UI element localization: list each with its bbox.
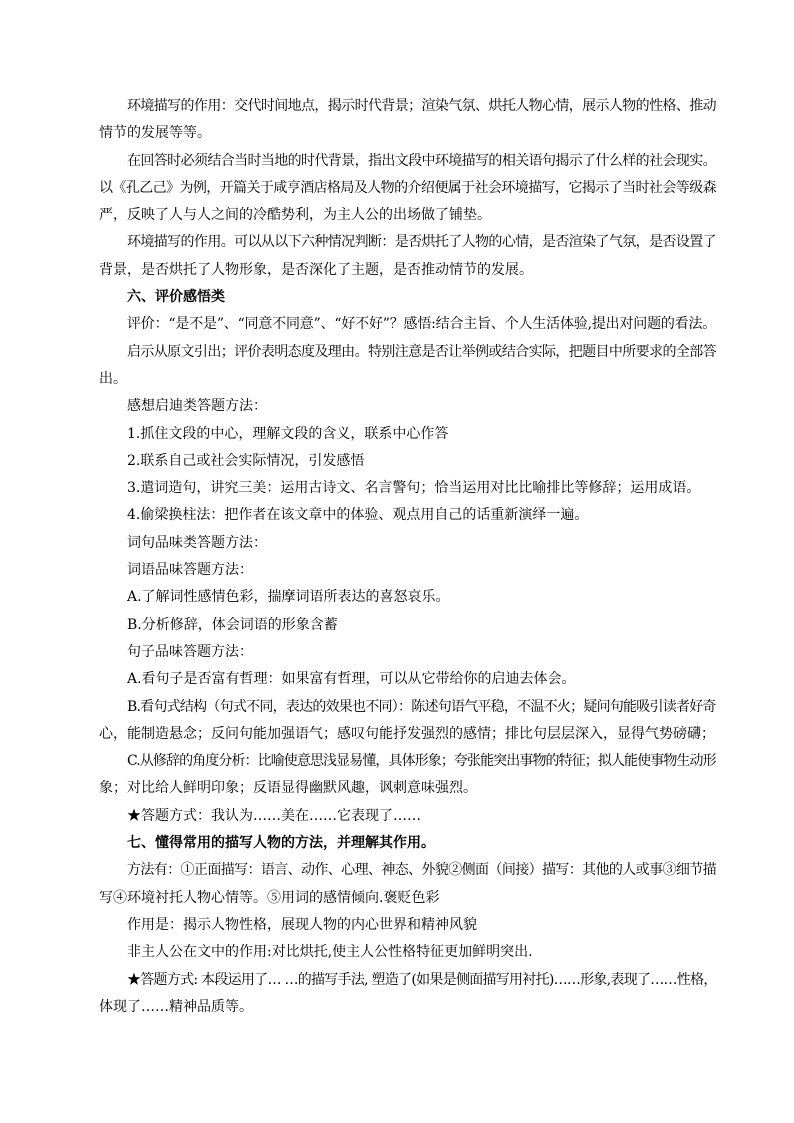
text-line: 心，能制造悬念；反问句能加强语气；感叹句能抒发强烈的感情；排比句层层深入，显得气势磅礴；	[99, 725, 715, 742]
text-line: 评价：“是不是”、“同意不同意”、“好不好”？感悟:结合主旨、个人生活体验,提出对问题的看法。	[127, 316, 717, 333]
paragraph	[99, 148, 716, 230]
text-line: 方法有：①正面描写：语言、动作、心理、神态、外貌②侧面（间接）描写：其他的人或事③细节描	[127, 862, 716, 879]
text-line: 句子品味答题方法：	[127, 643, 253, 660]
paragraph	[99, 421, 716, 448]
paragraph	[99, 448, 716, 475]
text-line: 作用是：揭示人物性格，展现人物的内心世界和精神风貌	[127, 916, 477, 933]
paragraph	[99, 229, 716, 284]
text-line: B.分析修辞，体会词语的形象含蓄	[127, 616, 338, 633]
text-line: ★答题方式: 本段运用了… …的描写手法, 塑造了(如果是侧面描写用衬托)……形象,表现了……性格，	[127, 971, 717, 988]
text-line: C.从修辞的角度分析：比喻使意思浅显易懂，具体形象；夸张能突出事物的特征；拟人能使事物生动形	[127, 753, 716, 770]
text-line: 以《孔乙己》为例，开篇关于咸亨酒店格局及人物的介绍便属于社会环境描写，它揭示了当时社会等级森	[99, 179, 716, 196]
paragraph	[99, 339, 716, 394]
text-line: 3.遣词造句，讲究三美：运用古诗文、名言警句；恰当运用对比比喻排比等修辞；运用成语。	[127, 480, 701, 497]
text-line: 4.偷梁换柱法：把作者在该文章中的体验、观点用自己的话重新演绎一遍。	[127, 507, 589, 524]
text-line: A.了解词性感情色彩，揣摩词语所表达的喜怒哀乐。	[127, 589, 450, 606]
paragraph	[99, 475, 716, 502]
text-line: 象；对比给人鲜明印象；反语显得幽默风趣，讽刺意味强烈。	[99, 780, 477, 797]
text-line: 1.抓住文段的中心，理解文段的含义，联系中心作答	[127, 425, 449, 442]
text-line: B.看句式结构（句式不同，表达的效果也不同）：陈述句语气平稳，不温不火；疑问句能吸引读者好奇	[127, 698, 716, 715]
paragraph	[99, 967, 716, 1022]
text-line: 严，反映了人与人之间的冷酷势利，为主人公的出场做了铺垫。	[99, 207, 491, 224]
text-line: 背景，是否烘托了人物形象，是否深化了主题，是否推动情节的发展。	[99, 261, 533, 278]
text-line: 环境描写的作用：交代时间地点，揭示时代背景；渲染气氛、烘托人物心情，展示人物的性格、推动	[127, 98, 716, 114]
text-line: 词句品味类答题方法：	[127, 534, 267, 551]
paragraph	[99, 803, 716, 830]
paragraph	[99, 666, 716, 693]
text-line: 在回答时必须结合当时当地的时代背景，指出文段中环境描写的相关语句揭示了什么样的社会现实。	[127, 152, 716, 169]
paragraph	[99, 311, 716, 338]
paragraph	[99, 748, 716, 803]
text-line: 非主人公在文中的作用:对比烘托,使主人公性格特征更加鲜明突出.	[127, 944, 533, 961]
section-heading	[99, 284, 716, 311]
text-line: 感想启迪类答题方法：	[127, 398, 267, 415]
text-line: 写④环境衬托人物心情等。⑤用词的感情倾向.褒贬色彩	[99, 889, 440, 906]
text-line: 环境描写的作用。可以从以下六种情况判断：是否烘托了人物的心情，是否渲染了气氛，是否设置了	[127, 234, 716, 251]
paragraph	[99, 694, 716, 749]
document-body	[99, 93, 716, 1021]
paragraph	[99, 639, 716, 666]
paragraph	[99, 502, 716, 529]
paragraph	[99, 584, 716, 611]
paragraph	[99, 912, 716, 939]
section-heading	[99, 830, 716, 857]
text-line: 启示从原文引出；评价表明态度及理由。特别注意是否让举例或结合实际，把题目中所要求的全部答	[127, 343, 716, 360]
paragraph	[99, 612, 716, 639]
text-line: 六、评价感悟类	[127, 289, 225, 306]
paragraph	[99, 557, 716, 584]
text-line: A.看句子是否富有哲理：如果富有哲理，可以从它带给你的启迪去体会。	[127, 671, 576, 688]
paragraph	[99, 393, 716, 420]
text-line: 词语品味答题方法：	[127, 562, 253, 579]
paragraph	[99, 939, 716, 966]
text-line: 情节的发展等等。	[99, 125, 211, 142]
text-line: 2.联系自己或社会实际情况，引发感悟	[127, 452, 365, 469]
text-line: 七、懂得常用的描写人物的方法，并理解其作用。	[127, 835, 435, 852]
text-line: ★答题方式：我认为……美在……它表现了……	[127, 807, 421, 824]
text-line: 体现了……精神品质等。	[99, 998, 253, 1015]
paragraph	[99, 93, 716, 148]
paragraph	[99, 857, 716, 912]
text-line: 出。	[99, 370, 127, 387]
paragraph	[99, 530, 716, 557]
